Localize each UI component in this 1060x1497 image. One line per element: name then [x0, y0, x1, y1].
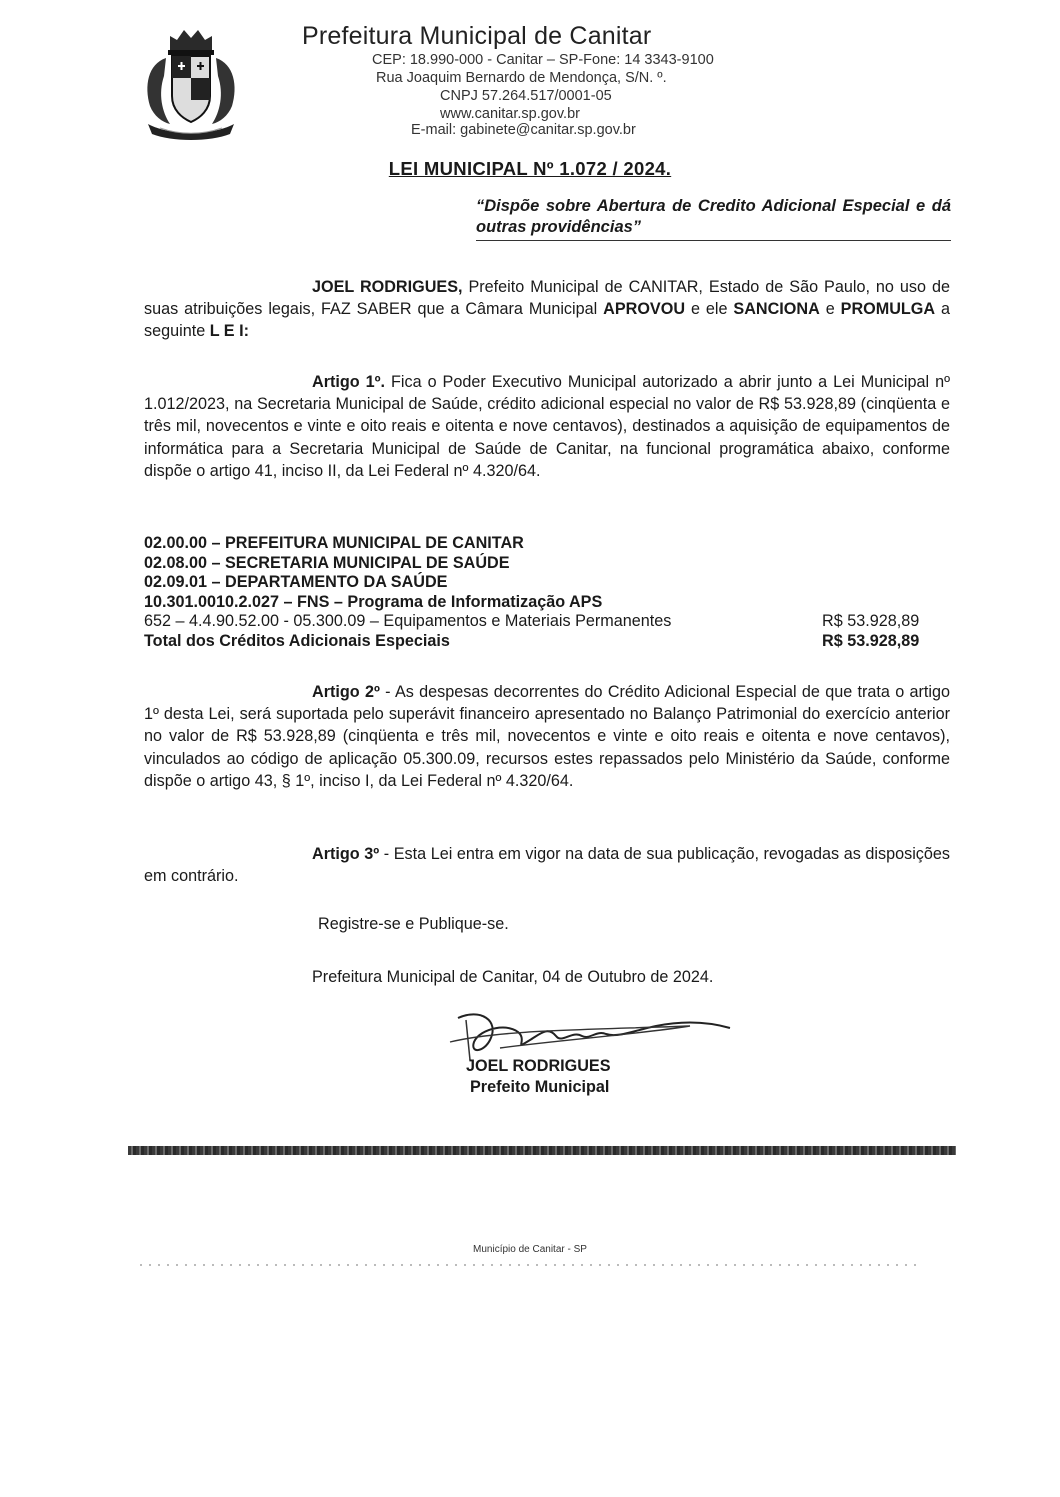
- budget-item-line: [144, 612, 934, 632]
- article-1-paragraph: Artigo 1º. Fica o Poder Executivo Municipal autorizado a abrir junto a Lei Municipal nº 1.012/2023, na Secretaria Municipal de Saúde, crédito adicional especial no valor de R$ 53.928,89 (cinqüenta e três mil, novecentos e vinte e oito reais e oitenta e nove centavos), destinados a aquisição de equipamentos de informática para a Secretaria Municipal de Saúde de Canitar, na funcional programática abaixo, conforme dispõe o artigo 41, inciso II, da Lei Federal nº 4.320/64.: [144, 373, 950, 480]
- budget-row: 02.08.00 – SECRETARIA MUNICIPAL DE SAÚDE: [144, 553, 510, 572]
- header-email-line: E-mail: gabinete@canitar.sp.gov.br: [411, 122, 636, 138]
- budget-row: 10.301.0010.2.027 – FNS – Programa de Informatização APS: [144, 592, 603, 611]
- header-website-line: www.canitar.sp.gov.br: [440, 106, 580, 122]
- article-3-label: Artigo 3º: [312, 845, 380, 863]
- header-cnpj-line: CNPJ 57.264.517/0001-05: [440, 88, 612, 104]
- register-publish-line: Registre-se e Publique-se.: [318, 915, 509, 933]
- law-title: LEI MUNICIPAL Nº 1.072 / 2024.: [388, 158, 672, 179]
- footer-dotted-rule: [140, 1264, 920, 1266]
- budget-row: 02.09.01 – DEPARTAMENTO DA SAÚDE: [144, 573, 448, 591]
- coat-of-arms-icon: [140, 24, 242, 142]
- budget-row: 02.00.00 – PREFEITURA MUNICIPAL DE CANITAR: [144, 534, 524, 552]
- intro-paragraph: JOEL RODRIGUES, Prefeito Municipal de CANITAR, Estado de São Paulo, no uso de suas atribuições legais, FAZ SABER que a Câmara Municipal APROVOU e ele SANCIONA e PROMULGA a seguinte L E I:: [144, 278, 950, 341]
- budget-item-description: 652 – 4.4.90.52.00 - 05.300.09 – Equipamentos e Materiais Permanentes: [144, 612, 672, 630]
- signer-name: JOEL RODRIGUES: [466, 1057, 611, 1075]
- header-address-line: CEP: 18.990-000 - Canitar – SP-Fone: 14 3343-9100: [372, 52, 714, 68]
- footer-divider: [128, 1146, 956, 1155]
- budget-total-label: Total dos Créditos Adicionais Especiais: [144, 631, 450, 650]
- header-street-line: Rua Joaquim Bernardo de Mendonça, S/N. º.: [376, 70, 667, 86]
- org-title: Prefeitura Municipal de Canitar: [302, 22, 652, 50]
- budget-total-value: R$ 53.928,89: [822, 631, 920, 650]
- place-date-line: Prefeitura Municipal de Canitar, 04 de Outubro de 2024.: [312, 968, 714, 986]
- budget-item-value: R$ 53.928,89: [822, 612, 920, 630]
- article-1-label: Artigo 1º.: [312, 373, 386, 391]
- budget-total-line: [144, 632, 934, 652]
- signer-role: Prefeito Municipal: [470, 1078, 610, 1096]
- mayor-name-inline: JOEL RODRIGUES,: [312, 278, 463, 296]
- article-2-paragraph: Artigo 2º - As despesas decorrentes do Crédito Adicional Especial de que trata o artigo 1º desta Lei, será suportada pelo superávit financeiro apresentado no Balanço Patrimonial do exercício anterior no valor de R$ 53.928,89 (cinqüenta e três mil, novecentos e vinte e oito reais e oitenta e nove centavos), vinculados ao código de aplicação 05.300.09, recursos estes repassados pelo Ministério da Saúde, conforme dispõe o artigo 43, § 1º, inciso I, da Lei Federal nº 4.320/64.: [144, 683, 950, 790]
- footer-text: Município de Canitar - SP: [473, 1244, 587, 1255]
- law-summary: “Dispõe sobre Abertura de Credito Adicional Especial e dá outras providências”: [476, 196, 951, 241]
- article-2-label: Artigo 2º: [312, 683, 380, 701]
- budget-allocation: [144, 534, 934, 651]
- article-3-paragraph: Artigo 3º - Esta Lei entra em vigor na data de sua publicação, revogadas as disposições em contrário.: [144, 845, 950, 886]
